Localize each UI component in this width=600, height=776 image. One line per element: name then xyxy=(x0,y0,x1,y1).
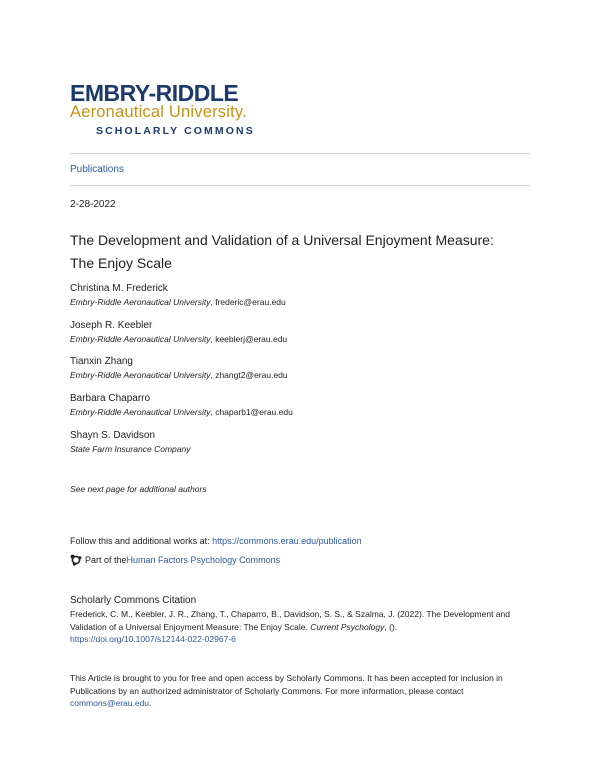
divider-top xyxy=(70,153,530,154)
publications-link[interactable]: Publications xyxy=(70,164,124,175)
author-affiliation: Embry-Riddle Aeronautical University, zhangt2@erau.edu xyxy=(70,370,288,380)
author-name: Barbara Chaparro xyxy=(70,393,151,404)
author-block-5 xyxy=(70,430,190,455)
journal-name: Current Psychology xyxy=(310,621,385,632)
logo-scholarly-commons: SCHOLARLY COMMONS xyxy=(96,125,255,137)
author-name: Joseph R. Keebler xyxy=(70,320,153,331)
author-email: keeblerj@erau.edu xyxy=(215,334,288,344)
author-email: chaparb1@erau.edu xyxy=(215,407,293,417)
page-title: The Development and Validation of a Universal Enjoyment Measure: The Enjoy Scale xyxy=(70,232,494,271)
author-block-4 xyxy=(70,393,293,418)
network-icon xyxy=(70,554,82,566)
citation-text: Frederick, C. M., Keebler, J. R., Zhang, T., Chaparro, B., Davidson, S. S., & Szalma, J. (2022). The Development and Validation of a Universal Enjoyment Measure: The Enjoy Scale. Current Psychology, (). https://doi.org/10.1007/s12144-022-02967-6 xyxy=(70,609,510,644)
logo-title: EMBRY-RIDDLE xyxy=(70,80,239,106)
author-affiliation: Embry-Riddle Aeronautical University, keeblerj@erau.edu xyxy=(70,334,288,344)
citation-block xyxy=(70,594,530,646)
author-name: Shayn S. Davidson xyxy=(70,430,156,441)
publication-date: 2-28-2022 xyxy=(70,199,116,210)
citation-heading: Scholarly Commons Citation xyxy=(70,595,197,606)
contact-email-link[interactable]: commons@erau.edu xyxy=(70,698,150,708)
author-affiliation: Embry-Riddle Aeronautical University, chaparb1@erau.edu xyxy=(70,407,293,417)
collection-url-link[interactable]: https://commons.erau.edu/publication xyxy=(212,536,362,546)
author-affiliation: Embry-Riddle Aeronautical University, frederic@erau.edu xyxy=(70,297,286,307)
author-affiliation: State Farm Insurance Company xyxy=(70,444,191,454)
author-block-3 xyxy=(70,356,288,381)
divider-middle xyxy=(70,185,530,186)
author-block-2 xyxy=(70,320,287,345)
follow-text: Follow this and additional works at: xyxy=(70,536,213,546)
footer-notice: This Article is brought to you for free and open access by Scholarly Commons. It has been accepted for inclusion in Publications by an authorized administrator of Scholarly Commons. For more information, please contact commons@erau.edu. xyxy=(70,673,503,708)
human-factors-commons-link[interactable]: Human Factors Psychology Commons xyxy=(126,555,281,565)
author-block-1 xyxy=(70,283,286,308)
author-name: Tianxin Zhang xyxy=(70,356,133,367)
author-email: zhangt2@erau.edu xyxy=(215,370,288,380)
part-of-line xyxy=(70,553,280,567)
doi-link[interactable]: https://doi.org/10.1007/s12144-022-02967-6 xyxy=(70,634,236,644)
follow-line xyxy=(70,535,362,547)
author-name: Christina M. Frederick xyxy=(70,283,168,294)
additional-authors-note: See next page for additional authors xyxy=(70,484,207,494)
author-email: frederic@erau.edu xyxy=(215,297,286,307)
logo-subtitle: Aeronautical University. xyxy=(70,103,247,121)
part-of-text: Part of the xyxy=(85,555,127,565)
